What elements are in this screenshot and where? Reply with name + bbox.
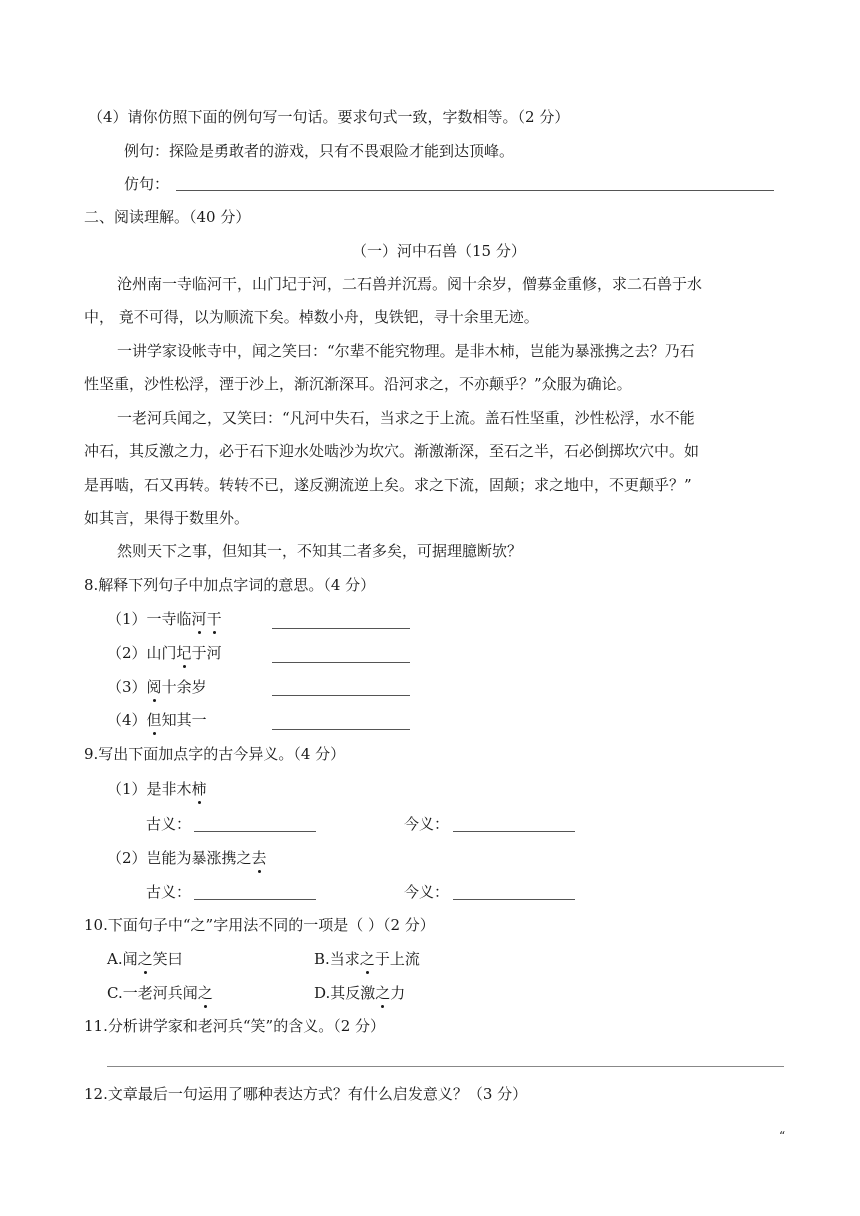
q8-answer-line-3[interactable] [272,695,410,696]
q8-item-3: （3）阅十余岁 [107,678,207,696]
q11-prompt: 11.分析讲学家和老河兵“笑”的含义。（2 分） [84,1017,386,1035]
dotted-char: 之 [359,950,375,968]
q10-option-a[interactable]: A.闻之笑曰 [107,950,183,968]
q9-2-ancient-line[interactable] [194,899,316,900]
q10-prompt: 10.下面句子中“之”字用法不同的一项是（ ）（2 分） [84,916,435,934]
q9-2-modern-line[interactable] [453,899,575,900]
passage-p4: 然则天下之事，但知其一，不知其二者多矣，可据理臆断欤？ [117,542,523,560]
dotted-char: 干 [206,610,222,628]
q10-option-c[interactable]: C.一老河兵闻之 [107,984,213,1002]
dotted-char: 柿 [191,780,207,798]
q11-answer-line[interactable] [107,1066,784,1067]
q12-prompt: 12.文章最后一句运用了哪种表达方式？有什么启发意义？（3 分） [84,1085,528,1103]
corner-mark: “ [779,1129,786,1143]
q4-imitate-label: 仿句： [124,175,170,193]
q4-answer-line[interactable] [176,190,774,191]
dotted-char: 之 [197,984,213,1002]
dotted-char: 之 [137,950,153,968]
dotted-char: 但 [146,711,162,729]
passage-p1-line1: 沧州南一寺临河干，山门圮于河，二石兽并沉焉。阅十余岁，僧募金重修，求二石兽于水 [117,275,703,293]
passage-p1-line2: 中， 竟不可得，以为顺流下矣。棹数小舟，曳铁钯，寻十余里无迹。 [84,308,539,326]
q8-prompt: 8.解释下列句子中加点字词的意思。（4 分） [84,576,376,594]
dotted-char: 河 [191,610,207,628]
section2-heading: 二、阅读理解。（40 分） [84,208,251,226]
q10-option-d[interactable]: D.其反激之力 [314,984,406,1002]
q9-item-1: （1）是非木柿 [107,780,207,798]
passage-title: （一）河中石兽（15 分） [352,242,526,260]
q9-1-ancient-label: 古义： [146,815,192,833]
passage-p3-line1: 一老河兵闻之，又笑曰：“凡河中失石，当求之于上流。盖石性坚重，沙性松浮，水不能 [117,409,695,427]
dotted-char: 阅 [146,678,162,696]
passage-p2-line1: 一讲学家设帐寺中，闻之笑曰：“尔辈不能究物理。是非木柿，岂能为暴涨携之去？乃石 [117,342,695,360]
q8-answer-line-1[interactable] [272,628,410,629]
q9-2-modern-label: 今义： [404,883,450,901]
q8-answer-line-2[interactable] [272,662,410,663]
dotted-char: 去 [251,849,267,867]
passage-p3-line3: 是再啮，石又再转。转转不已，遂反溯流逆上矣。求之下流，固颠；求之地中，不更颠乎？” [84,476,692,494]
q10-option-b[interactable]: B.当求之于上流 [314,950,420,968]
passage-p3-line4: 如其言，果得于数里外。 [84,509,250,527]
q9-2-ancient-label: 古义： [146,883,192,901]
passage-p3-line2: 冲石，其反激之力，必于石下迎水处啮沙为坎穴。渐激渐深，至石之半，石必倒掷坎穴中。如 [84,442,700,460]
q9-1-modern-line[interactable] [453,831,575,832]
q8-item-4: （4）但知其一 [107,711,207,729]
q4-prompt: （4）请你仿照下面的例句写一句话。要求句式一致，字数相等。（2 分） [88,108,570,126]
dotted-char: 圮 [176,644,192,662]
passage-p2-line2: 性坚重，沙性松浮，湮于沙上，渐沉渐深耳。沿河求之，不亦颠乎？”众服为确论。 [84,375,632,393]
q4-example: 例句：探险是勇敢者的游戏，只有不畏艰险才能到达顶峰。 [124,142,515,160]
q9-1-modern-label: 今义： [404,815,450,833]
dotted-char: 之 [375,984,391,1002]
q8-item-2: （2）山门圮于河 [107,644,222,662]
q9-prompt: 9.写出下面加点字的古今异义。（4 分） [84,745,346,763]
q8-item-1: （1）一寺临河干 [107,610,222,628]
q9-item-2: （2）岂能为暴涨携之去 [107,849,267,867]
q8-answer-line-4[interactable] [272,729,410,730]
q9-1-ancient-line[interactable] [194,831,316,832]
